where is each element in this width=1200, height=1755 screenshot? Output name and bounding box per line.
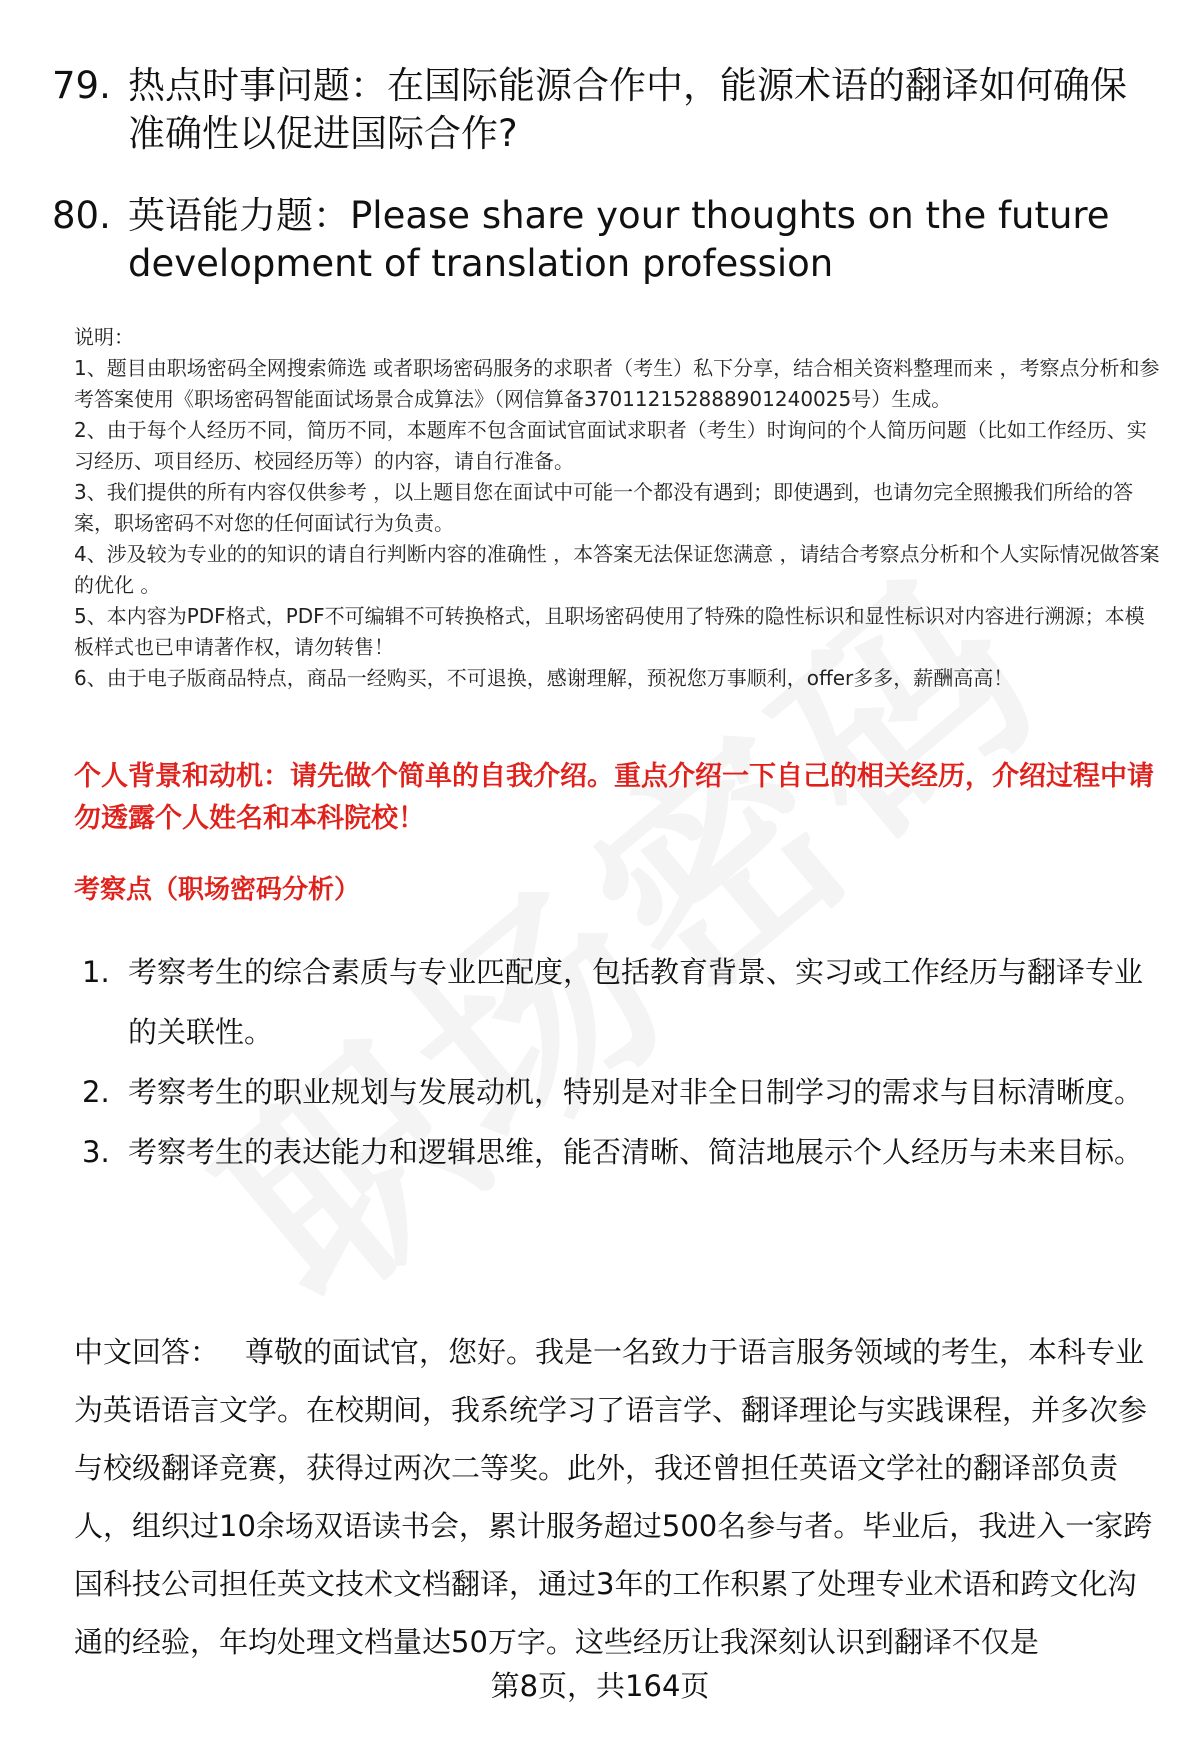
question-text: 英语能力题：Please share your thoughts on the future development of translation profession [128,194,1110,285]
analysis-item-number: 1. [82,955,110,989]
note-item: 5、本内容为PDF格式，PDF不可编辑不可转换格式，且职场密码使用了特殊的隐性标识和显性标识对内容进行溯源；本模板样式也已申请著作权，请勿转售！ [74,604,1145,659]
answer-label: 中文回答： [74,1335,220,1369]
analysis-item-number: 3. [82,1135,110,1169]
analysis-title: 考察点（职场密码分析） [74,875,361,905]
analysis-item [82,1062,1162,1122]
analysis-item-text: 考察考生的综合素质与专业匹配度，包括教育背景、实习或工作经历与翻译专业的关联性。 [128,955,1144,1049]
question-80 [52,192,1152,292]
analysis-item-text: 考察考生的职业规划与发展动机，特别是对非全日制学习的需求与目标清晰度。 [128,1075,1144,1109]
notes-section [74,322,1164,694]
note-item: 4、涉及较为专业的的知识的请自行判断内容的准确性 ，本答案无法保证您满意 ，请结合考察点分析和个人实际情况做答案的优化 。 [74,542,1160,597]
note-item: 6、由于电子版商品特点，商品一经购买，不可退换，感谢理解，预祝您万事顺利，offer多多，薪酬高高！ [74,666,1014,690]
question-number: 79. [52,64,111,107]
answer-section [74,1323,1164,1671]
note-item: 1、题目由职场密码全网搜索筛选 或者职场密码服务的求职者（考生）私下分享，结合相关资料整理而来 ，考察点分析和参考答案使用《职场密码智能面试场景合成算法》（网信算备370112152888901240025号）生成。 [74,356,1160,411]
note-item: 2、由于每个人经历不同，简历不同，本题库不包含面试官面试求职者（考生）时询问的个人简历问题（比如工作经历、实习经历、项目经历、校园经历等）的内容，请自行准备。 [74,418,1147,473]
analysis-item [82,942,1162,1062]
question-heading: 个人背景和动机：请先做个简单的自我介绍。重点介绍一下自己的相关经历，介绍过程中请勿透露个人姓名和本科院校！ [74,761,1154,834]
note-item: 3、我们提供的所有内容仅供参考 ，以上题目您在面试中可能一个都没有遇到；即使遇到，也请勿完全照搬我们所给的答案，职场密码不对您的任何面试行为负责。 [74,480,1134,535]
question-number: 80. [52,194,111,237]
analysis-item [82,1122,1162,1182]
question-text: 热点时事问题：在国际能源合作中，能源术语的翻译如何确保准确性以促进国际合作? [128,64,1127,155]
notes-title: 说明： [74,325,134,349]
question-79 [52,62,1152,162]
page-footer: 第8页，共164页 [0,1666,1200,1706]
analysis-list [82,942,1162,1182]
analysis-item-number: 2. [82,1075,110,1109]
analysis-item-text: 考察考生的表达能力和逻辑思维，能否清晰、简洁地展示个人经历与未来目标。 [128,1135,1144,1169]
answer-text: 尊敬的面试官，您好。我是一名致力于语言服务领域的考生，本科专业为英语语言文学。在校期间，我系统学习了语言学、翻译理论与实践课程，并多次参与校级翻译竞赛，获得过两次二等奖。此外，我还曾担任英语文学社的翻译部负责人，组织过10余场双语读书会，累计服务超过500名参与者。毕业后，我进入一家跨国科技公司担任英文技术文档翻译，通过3年的工作积累了处理专业术语和跨文化沟通的经验，年均处理文档量达50万字。这些经历让我深刻认识到翻译不仅是 [74,1335,1153,1659]
